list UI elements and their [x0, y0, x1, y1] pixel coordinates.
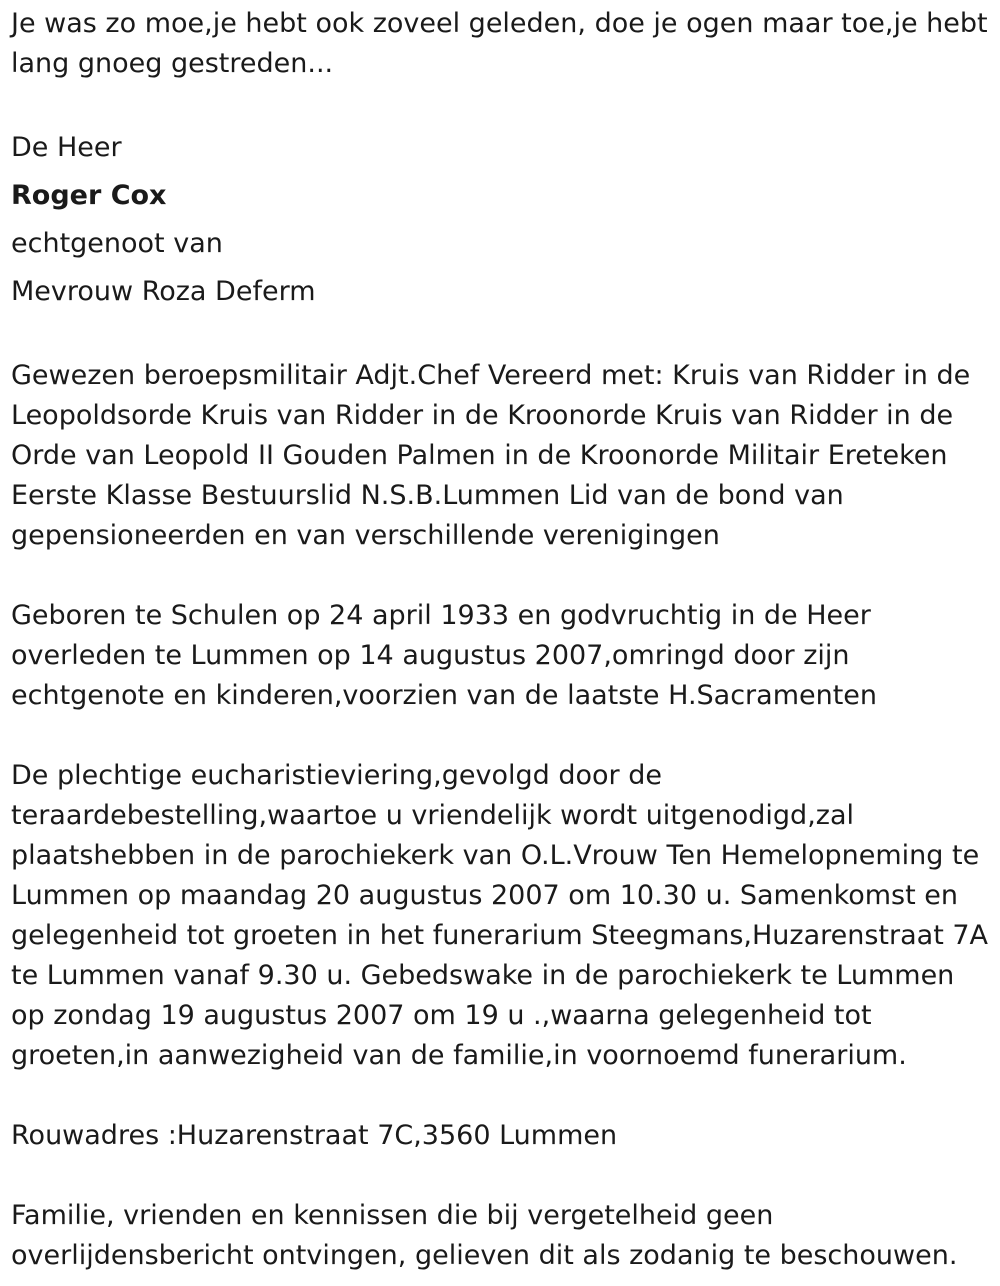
- spacer: [11, 84, 990, 124]
- ceremony-paragraph: De plechtige eucharistieviering,gevolgd door de teraardebestelling,waartoe u vriendelijk wordt uitgenodigd,zal plaatshebben in de parochiekerk van O.L.Vrouw Ten Hemelopneming te Lummen op maandag 20 augustus 2007 om 10.30 u. Samenkomst en gelegenheid tot groeten in het funerarium Steegmans,Huzarenstraat 7A te Lummen vanaf 9.30 u. Gebedswake in de parochiekerk te Lummen op zondag 19 augustus 2007 om 19 u .,waarna gelegenheid tot groeten,in aanwezigheid van de familie,in voornoemd funerarium.: [11, 760, 989, 1071]
- closing-paragraph: Familie, vrienden en kennissen die bij vergetelheid geen overlijdensbericht ontvingen, gelieven dit als zodanig te beschouwen.: [11, 1200, 958, 1271]
- deceased-name: Roger Cox: [11, 180, 167, 211]
- relation-text: echtgenoot van: [11, 228, 223, 259]
- spacer: [11, 556, 990, 596]
- spacer: [11, 316, 990, 356]
- spacer: [11, 1156, 990, 1196]
- poem-text: Je was zo moe,je hebt ook zoveel geleden, doe je ogen maar toe,je hebt lang gnoeg gestreden...: [11, 8, 988, 79]
- career-paragraph: Gewezen beroepsmilitair Adjt.Chef Vereerd met: Kruis van Ridder in de Leopoldsorde Kruis van Ridder in de Kroonorde Kruis van Ridder in de Orde van Leopold II Gouden Palmen in de Kroonorde Militair Ereteken Eerste Klasse Bestuurslid N.S.B.Lummen Lid van de bond van gepensioneerden en van verschillende verenigingen: [11, 360, 971, 551]
- title-prefix: De Heer: [11, 132, 122, 163]
- spouse-name: Mevrouw Roza Deferm: [11, 276, 316, 307]
- spacer: [11, 716, 990, 756]
- mourning-address: Rouwadres :Huzarenstraat 7C,3560 Lummen: [11, 1120, 618, 1151]
- birth-death-paragraph: Geboren te Schulen op 24 april 1933 en godvruchtig in de Heer overleden te Lummen op 14 augustus 2007,omringd door zijn echtgenote en kinderen,voorzien van de laatste H.Sacramenten: [11, 600, 878, 711]
- spacer: [11, 1076, 990, 1116]
